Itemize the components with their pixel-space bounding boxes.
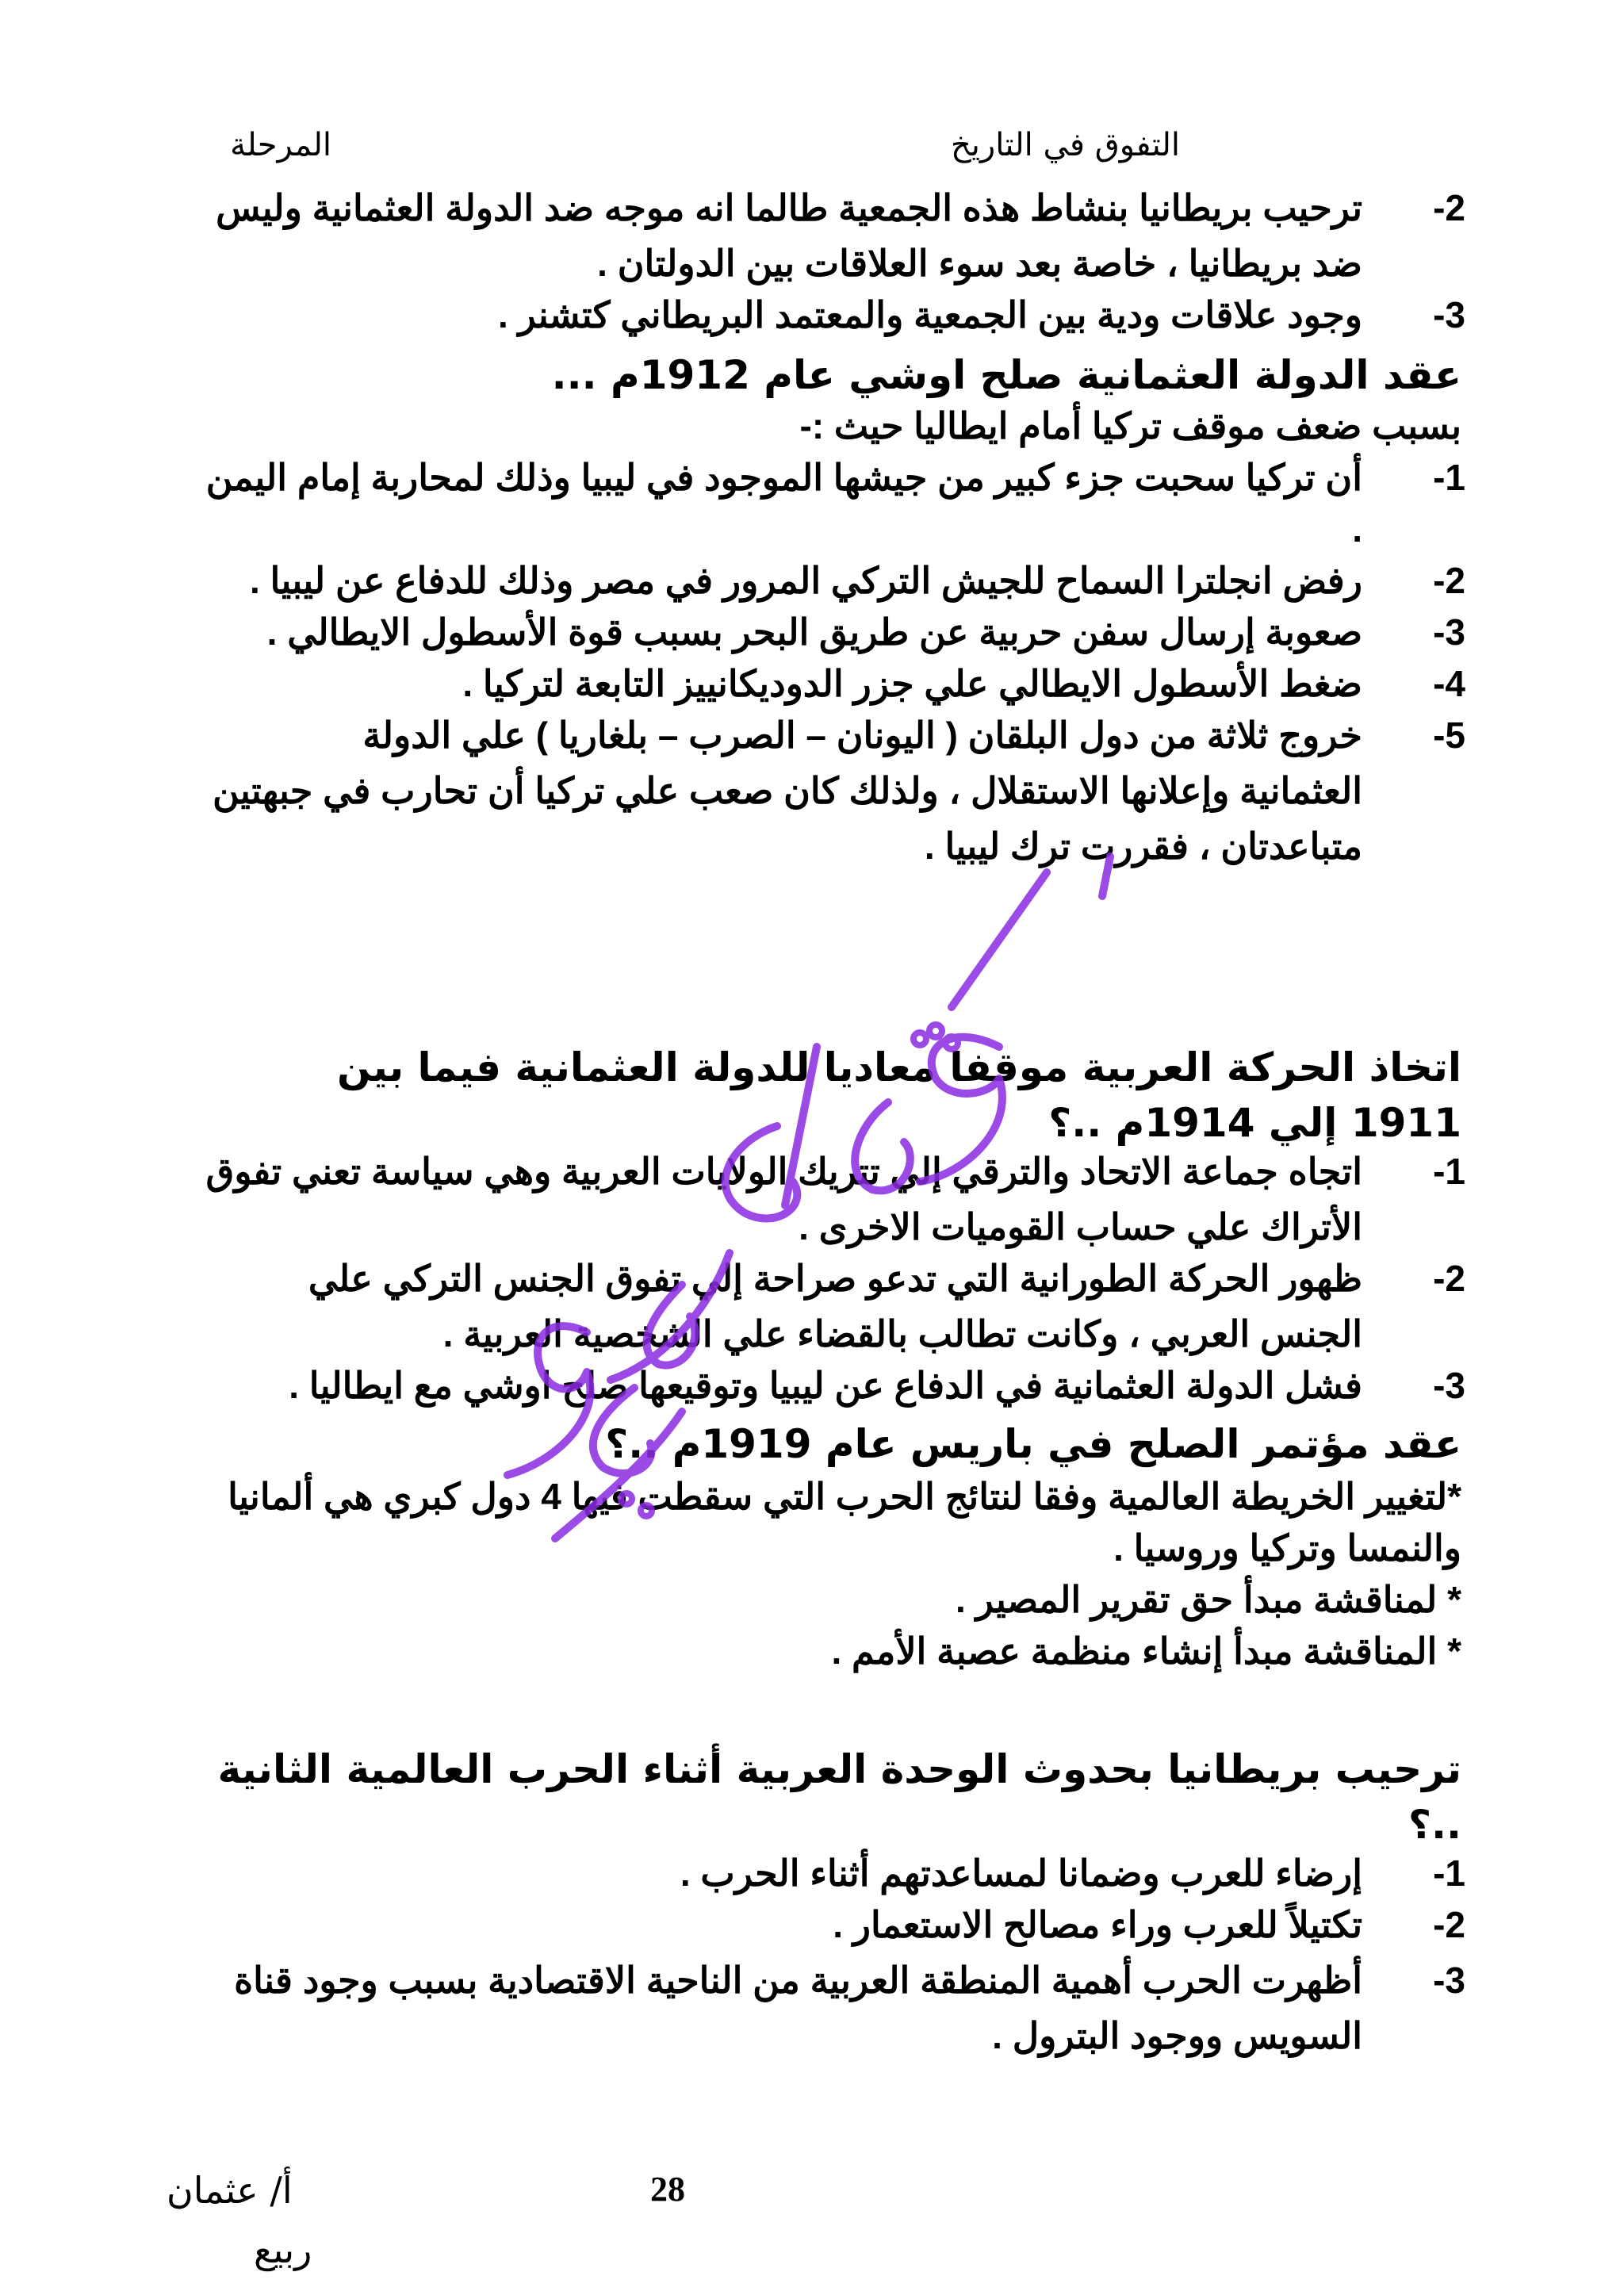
s2-item-5-num: 5- <box>1433 715 1465 756</box>
s1-item-2-num: 2- <box>1433 187 1465 228</box>
s3-item-1-line1: اتجاه جماعة الاتحاد والترقي إلي تتريك الولايات العربية وهي سياسة تعني تفوق <box>205 1151 1362 1192</box>
s4-line4: * المناقشة مبدأ إنشاء منظمة عصبة الأمم . <box>831 1630 1461 1672</box>
s5-heading-line2: ..؟ <box>1408 1802 1461 1848</box>
s5-heading-line1: ترحيب بريطانيا بحدوث الوحدة العربية أثناء الحرب العالمية الثانية <box>217 1746 1461 1792</box>
header-title: التفوق في التاريخ <box>950 127 1180 163</box>
s2-intro: بسبب ضعف موقف تركيا أمام ايطاليا حيث :- <box>799 405 1461 446</box>
s2-item-5-line2: العثمانية وإعلانها الاستقلال ، ولذلك كان صعب علي تركيا أن تحارب في جبهتين <box>212 770 1362 811</box>
s2-heading: عقد الدولة العثمانية صلح اوشي عام 1912م ... <box>551 352 1461 398</box>
s2-item-3-num: 3- <box>1433 611 1465 653</box>
s1-item-3-num: 3- <box>1433 294 1465 335</box>
s5-item-3-line1: أظهرت الحرب أهمية المنطقة العربية من الناحية الاقتصادية بسبب وجود قناة <box>234 1960 1362 2001</box>
s2-item-2-line1: رفض انجلترا السماح للجيش التركي المرور في مصر وذلك للدفاع عن ليبيا . <box>249 560 1362 601</box>
s3-item-3-num: 3- <box>1433 1365 1465 1406</box>
s5-item-3-line2: السويس ووجود البترول . <box>992 2015 1362 2056</box>
s2-item-4-line1: ضغط الأسطول الايطالي علي جزر الدوديكانييز التابعة لتركيا . <box>462 663 1362 704</box>
s2-item-2-num: 2- <box>1433 560 1465 601</box>
s1-item-2-line1: ترحيب بريطانيا بنشاط هذه الجمعية طالما انه موجه ضد الدولة العثمانية وليس <box>216 187 1362 228</box>
page-number: 28 <box>650 2170 685 2209</box>
s5-item-1-line1: إرضاء للعرب وضمانا لمساعدتهم أثناء الحرب . <box>680 1852 1362 1894</box>
s3-heading-line1: اتخاذ الحركة العربية موقفا معاديا للدولة العثمانية فيما بين <box>336 1044 1461 1090</box>
s3-item-1-num: 1- <box>1433 1151 1465 1192</box>
footer-author-line2: ربيع <box>254 2228 312 2271</box>
s1-item-2-line2: ضد بريطانيا ، خاصة بعد سوء العلاقات بين الدولتان . <box>597 243 1362 284</box>
s4-line3: * لمناقشة مبدأ حق تقرير المصير . <box>956 1579 1461 1620</box>
s4-heading: عقد مؤتمر الصلح في باريس عام 1919م ..؟ <box>605 1421 1461 1467</box>
s1-item-3-line1: وجود علاقات ودية بين الجمعية والمعتمد البريطاني كتشنر . <box>497 294 1362 335</box>
s3-item-2-line1: ظهور الحركة الطورانية التي تدعو صراحة إلي تفوق الجنس التركي علي <box>308 1258 1362 1299</box>
s5-item-2-line1: تكتيلاً للعرب وراء مصالح الاستعمار . <box>833 1904 1362 1945</box>
s5-item-2-num: 2- <box>1433 1904 1465 1945</box>
s2-item-4-num: 4- <box>1433 663 1465 704</box>
s5-item-3-num: 3- <box>1433 1960 1465 2001</box>
s4-line1: *لتغيير الخريطة العالمية وفقا لنتائج الحرب التي سقطت فيها 4 دول كبري هي ألمانيا <box>228 1476 1461 1517</box>
s2-item-1-line1: أن تركيا سحبت جزء كبير من جيشها الموجود في ليبيا وذلك لمحاربة إمام اليمن <box>205 457 1362 498</box>
s3-item-2-num: 2- <box>1433 1258 1465 1299</box>
s2-item-5-line3: متباعدتان ، فقررت ترك ليبيا . <box>924 826 1362 867</box>
s5-item-1-num: 1- <box>1433 1852 1465 1894</box>
s4-line2: والنمسا وتركيا وروسيا . <box>1113 1527 1461 1569</box>
s2-item-3-line1: صعوبة إرسال سفن حربية عن طريق البحر بسبب قوة الأسطول الايطالي . <box>266 611 1362 653</box>
s3-item-2-line2: الجنس العربي ، وكانت تطالب بالقضاء علي الشخصية العربية . <box>442 1313 1362 1354</box>
s2-item-1-num: 1- <box>1433 457 1465 498</box>
s3-heading-line2: 1911 إلي 1914م ..؟ <box>1048 1100 1461 1146</box>
s2-item-5-line1: خروج ثلاثة من دول البلقان ( اليونان – الصرب – بلغاريا ) علي الدولة <box>362 715 1362 756</box>
header-stage: المرحلة <box>230 127 331 163</box>
s3-item-3-line1: فشل الدولة العثمانية في الدفاع عن ليبيا وتوقيعها صلح اوشي مع ايطاليا . <box>289 1365 1362 1406</box>
footer-author-line1: أ/ عثمان <box>167 2169 293 2212</box>
s2-item-1-line2: . <box>1352 508 1362 550</box>
s3-item-1-line2: الأتراك علي حساب القوميات الاخرى . <box>799 1206 1362 1247</box>
